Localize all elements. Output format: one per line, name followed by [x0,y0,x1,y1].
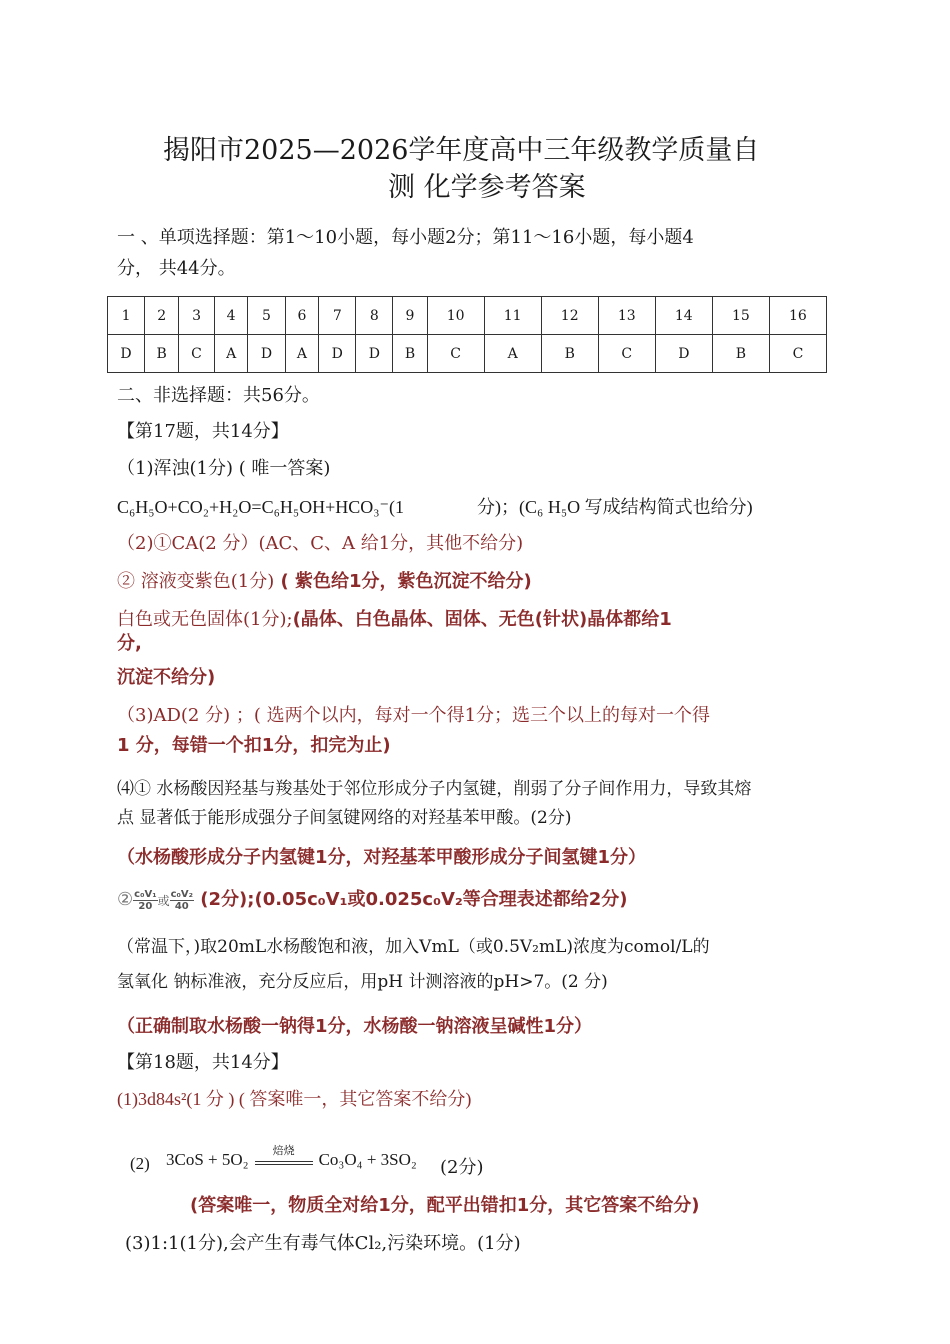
question-number-cell: 7 [319,297,356,335]
answer-cell: D [356,335,393,373]
q18-header: 【第18题，共14分】 [117,1052,289,1073]
q17-answer-2c-text: 白色或无色固体(1分); [117,609,293,630]
answer-cell: C [179,335,215,373]
question-number-cell: 16 [769,297,826,335]
q17-answer-1: （1)浑浊(1分) ( 唯一答案) [117,458,331,479]
answer-cell: D [319,335,356,373]
answer-table [107,296,827,373]
q17-answer-4c-line-1: （常温下，)取20mL水杨酸饱和液，加入VmL（或0.5V₂mL)浓度为comol/L的 [117,937,710,957]
question-number-cell: 9 [393,297,427,335]
answer-cell: A [484,335,541,373]
q17-answer-2b-text: ② 溶液变紫色(1分) [117,571,275,592]
q17-answer-4c-note: （正确制取水杨酸一钠得1分，水杨酸一钠溶液呈碱性1分） [117,1016,593,1037]
answer-cell: C [598,335,655,373]
answer-table-number-row [108,297,827,335]
q17-answer-2b-note: ( 紫色给1分，紫色沉淀不给分) [274,571,532,592]
q18-equation [166,1145,417,1173]
answer-cell: D [655,335,712,373]
question-number-cell: 13 [598,297,655,335]
question-number-cell: 11 [484,297,541,335]
section1-line-2: 分， 共44分。 [117,258,236,279]
reaction-condition: 焙烧 [272,1145,295,1158]
answer-cell: D [108,335,145,373]
answer-cell: C [769,335,826,373]
q17-answer-3-line-1: （3)AD(2 分) ；( 选两个以内，每对一个得1分；选三个以上的每对一个得 [117,705,711,726]
title-line-2: 测 化学参考答案 [388,172,586,203]
answer-cell: C [427,335,484,373]
answer-table-answer-row [108,335,827,373]
question-number-cell: 14 [655,297,712,335]
question-number-cell: 2 [145,297,179,335]
q17-answer-4b-prefix: ② [117,889,134,910]
question-number-cell: 6 [285,297,319,335]
q17-equation-line [117,495,753,519]
question-number-cell: 1 [108,297,145,335]
q18-answer-2-label: (2) [130,1154,150,1173]
q17-answer-4b [117,888,628,913]
q18-answer-2-score: (2分) [440,1157,484,1178]
fraction-2-numerator: c₀V₂ [170,888,194,900]
fraction-2 [170,889,194,912]
q17-answer-2c-continued: 沉淀不给分) [117,667,216,688]
question-number-cell: 10 [427,297,484,335]
answer-cell: B [541,335,598,373]
question-number-cell: 15 [712,297,769,335]
answer-cell: B [712,335,769,373]
q17-answer-4b-text: (2分);(0.05c₀V₁或0.025c₀V₂等合理表述都给2分) [194,889,628,910]
question-number-cell: 4 [214,297,248,335]
fraction-1 [133,889,157,912]
q17-answer-4-line-2: 点 显著低于能形成强分子间氢键网络的对羟基苯甲酸。(2分) [117,808,572,828]
q17-equation: C₆H₅O+CO₂+H₂O=C₆H₅OH+HCO₃⁻(1 [117,497,405,517]
fraction-2-denominator: 40 [174,900,189,912]
fraction-or: 或 [157,894,170,908]
section2-heading: 二、非选择题：共56分。 [117,385,320,406]
answer-cell: D [248,335,285,373]
fraction-1-denominator: 20 [138,900,153,912]
answer-cell: B [393,335,427,373]
q17-answer-2c-note-wrap: 分, [117,633,142,654]
q18-equation-products: Co₃O₄ + 3SO₂ [318,1150,417,1169]
answer-cell: B [145,335,179,373]
question-number-cell: 5 [248,297,285,335]
question-number-cell: 8 [356,297,393,335]
q18-answer-2-note: (答案唯一，物质全对给1分，配平出错扣1分，其它答案不给分) [190,1195,700,1216]
q17-answer-2b [117,570,532,594]
title-line-1: 揭阳市2025—2026学年度高中三年级教学质量自 [163,135,760,166]
q17-header: 【第17题，共14分】 [117,421,289,442]
q17-answer-3-line-2: 1 分，每错一个扣1分，扣完为止) [117,735,391,756]
q17-answer-4c-line-2: 氢氧化 钠标准液，充分反应后，用pH 计测溶液的pH>7。(2 分) [117,972,608,992]
q18-equation-reactants: 3CoS + 5O₂ [166,1150,249,1169]
answer-cell: A [285,335,319,373]
answer-cell: A [214,335,248,373]
q18-answer-3: (3)1:1(1分),会产生有毒气体Cl₂,污染环境。(1分) [125,1233,521,1254]
q17-equation-note: 分)；(C₆ H₅O 写成结构简式也给分) [477,497,753,517]
fraction-1-numerator: c₀V₁ [134,888,157,900]
q17-answer-4-note: （水杨酸形成分子内氢键1分，对羟基苯甲酸形成分子间氢键1分） [117,847,647,868]
q17-answer-4-line-1: ⑷① 水杨酸因羟基与羧基处于邻位形成分子内氢键，削弱了分子间作用力，导致其熔 [117,779,752,799]
section1-line-1: 一 、单项选择题：第1～10小题，每小题2分；第11～16小题，每小题4 [117,227,694,248]
question-number-cell: 3 [179,297,215,335]
q17-answer-2c [117,608,672,632]
question-number-cell: 12 [541,297,598,335]
q17-answer-2c-note: (晶体、白色晶体、固体、无色(针状)晶体都给1 [292,609,672,630]
reaction-arrow [255,1145,313,1173]
q17-answer-2: （2)①CA(2 分）(AC、C、A 给1分，其他不给分) [117,533,524,554]
q18-answer-1: (1)3d84s²(1 分 ) ( 答案唯一，其它答案不给分) [117,1089,472,1109]
